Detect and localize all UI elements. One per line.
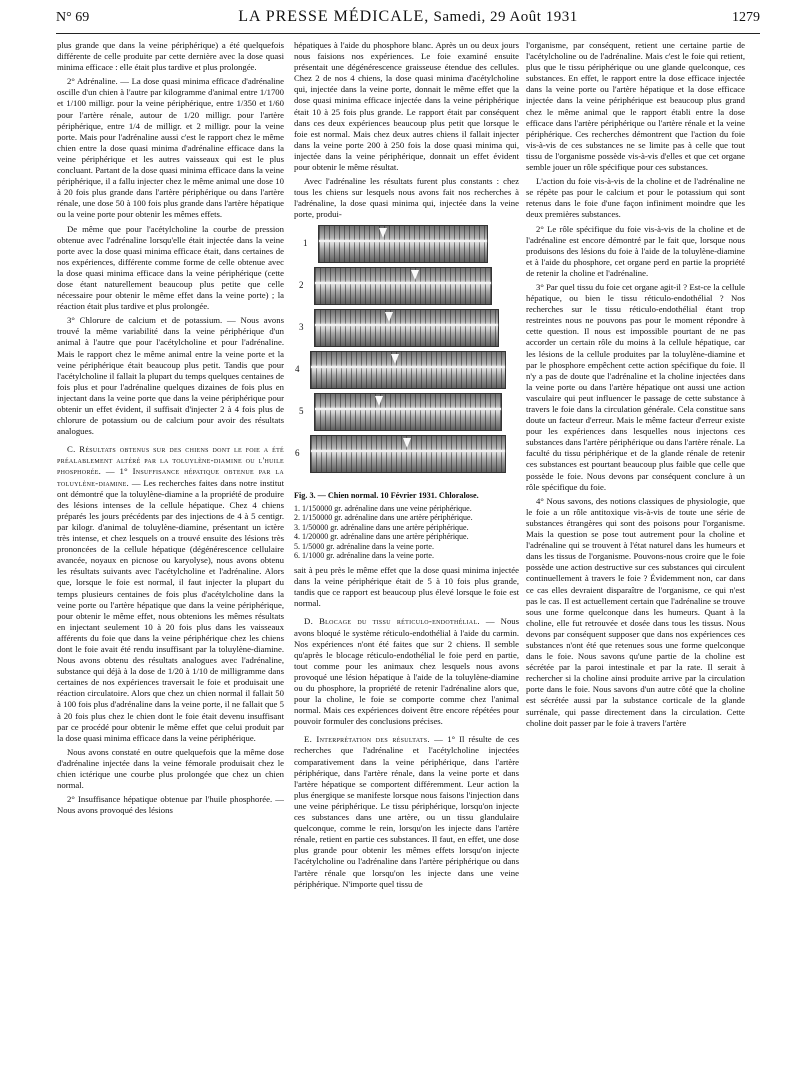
paragraph: L'action du foie vis-à-vis de la choline et de l'adrénaline ne se répète pas pour le calcium et pour le potassium qui sont retenus dans le foie d'une façon infiniment moindre que les deux premières substances.: [526, 176, 745, 220]
legend-item: 2. 1/150000 gr. adrénaline dans une artère périphérique.: [294, 513, 473, 523]
strip-number: 4: [295, 363, 300, 374]
column-middle: [294, 40, 519, 1040]
column-left: [57, 40, 284, 1040]
publication-name: LA PRESSE MÉDICALE,: [238, 8, 430, 25]
figure-legend: [294, 504, 519, 562]
strip-number: 3: [299, 321, 304, 332]
page-number: 1279: [732, 10, 760, 25]
paragraph: Avec l'adrénaline les résultats furent plus constants : chez tous les chiens sur lesquels nous avons fait nos recherches à l'adrénaline, la dose quasi minima qui, injectée dans la veine porte, produi-: [294, 176, 519, 220]
paragraph: 2° Adrénaline. — La dose quasi minima efficace d'adrénaline oscille d'un chien à l'autre par kilogramme d'animal entre 1/1700 et 1/100 milligr. pour la veine périphérique, entre 1/350 et 1/60 pour l'artère rénale, autour de 1/20 milligr. pour l'artère périphérique, entre 1/4 de milligr. et 2 milligr. pour la veine porte. Mais pour l'adrénaline aussi c'est le rapport chez le même chien entre la dose quasi minima d'adrénaline efficace dans la veine périphérique et les autres vaisseaux qui est le plus concluant. Partant de la dose quasi minima efficace dans la veine périphérique, il a fallu injecter chez le même animal une dose 10 à 20 fois plus grande dans l'artère périphérique ou dans l'artère rénale, une dose 50 à 100 fois plus grande dans l'artère hépatique ou la veine porte pour obtenir les mêmes effets.: [57, 76, 284, 220]
strip-number: 1: [303, 237, 308, 248]
paragraph: Nous avons constaté en outre quelquefois que la même dose d'adrénaline injectée dans la veine fémorale produisait chez le chien ictérique une courbe plus prolongée que chez un chien normal.: [57, 746, 284, 791]
column-right: [526, 40, 745, 1040]
tracing-strip-1: [303, 225, 488, 263]
paragraph: 3° Chlorure de calcium et de potassium. — Nous avons trouvé la même variabilité dans la veine périphérique d'un animal à l'autre que pour l'acétylcholine et pour l'adrénaline. Mais le rapport chez le même animal entre la veine porte et la veine périphérique était beaucoup plus petit. Tandis que pour l'acétylcholine il fallait la plupart du temps quelques centaines de fois plus et pour l'adrénaline quelques dizaines de fois plus en injectant dans la veine porte que dans la veine périphérique pour obtenir un effet évident, il suffisait d'injecter 2 à 4 fois plus de chlorure de potassium ou de calcium pour avoir des résultats analogues.: [57, 315, 284, 437]
paragraph: sait à peu près le même effet que la dose quasi minima injectée dans la veine périphérique était de 5 à 10 fois plus grande, tandis que ce rapport est beaucoup plus élevé lorsque le foie est normal.: [294, 565, 519, 609]
paragraph: De même que pour l'acétylcholine la courbe de pression obtenue avec l'adrénaline lorsqu'elle était injectée dans la veine porte avec la dose quasi minima efficace était, dans certaines de nos expériences, différente comme forme de celle obtenue avec la dose quasi minima efficace dans la veine périphérique (cette dose étant naturellement beaucoup plus petite que celle nécessaire pour obtenir le même effet dans la veine porte) ; la réaction était plus tardive et plus prolongée.: [57, 223, 284, 312]
section-heading: [294, 734, 519, 889]
figure-3: [294, 225, 519, 487]
issue-number: N° 69: [56, 10, 90, 25]
tracing-strip-6: [295, 435, 506, 473]
legend-item: 6. 1/1000 gr. adrénaline dans la veine porte.: [294, 551, 434, 561]
paragraph: 2° Insuffisance hépatique obtenue par l'huile phosphorée. — Nous avons provoqué des lésions: [57, 794, 284, 816]
figure-caption: Fig. 3. — Chien normal. 10 Février 1931. Chloralose.: [294, 490, 479, 500]
strip-number: 5: [299, 405, 304, 416]
legend-item: 3. 1/50000 gr. adrénaline dans une artère périphérique.: [294, 522, 469, 532]
issue-date: Samedi, 29 Août 1931: [433, 9, 578, 25]
paragraph: 1° Il résulte de ces recherches que l'adrénaline et l'acétylcholine injectées comparativement dans la veine périphérique, dans l'artère périphérique, dans l'artère rénale, dans la veine porte et dans l'artère hépatique se comportent différemment. Leur action la plus énergique se manifeste lorsque nous faisons l'injection dans une veine périphérique. Le tissu périphérique, lorsqu'on injecte ces substances dans une artère, ou un tissu glandulaire quelconque, comme le rein, lorsqu'on les injecte dans l'artère rénale, retient en partie ces substances. Il faut, en effet, une dose plus grande pour obtenir les mêmes effets lorsqu'on injecte l'acétylcholine ou l'adrénaline dans l'artère périphérique ou dans l'artère rénale que lorsqu'on les injecte dans une veine périphérique. N'importe quel tissu de: [294, 734, 519, 889]
paragraph: 4° Nous savons, des notions classiques de physiologie, que le foie a un rôle antitoxique vis-à-vis de toute une série de substances étrangères qui sont des poisons pour l'organisme. Mais la question se pose tout autrement pour la choline et l'adrénaline qui se trouvent à l'état naturel dans les humeurs et dans les tissus de l'organisme. Pouvons-nous croire que le foie possède une action destructive sur ces substances qui circulent continuellement à travers le foie ? Évidemment non, car dans ce cas elles devraient disparaître de l'organisme, ce qui n'est pas le cas. Il est actuellement certain que l'adrénaline se trouve sous une forme quelconque dans les humeurs. Quant à la choline, elle fut retrouvée et dosée dans tous les tissus. Nous devons par conséquent supposer que dans nos expériences ces substances n'ont été que retenues sous une forme quelconque dans le foie. Nous savons qu'une partie de la choline est sécrétée par la paroi intestinale et par la rate. Il serait à rechercher si la choline ainsi produite arrive par la circulation porte dans le foie. Nous savons d'un autre côté que la choline est sécrétée aussi par la substance corticale de la glande surrénale, qui passe directement dans la circulation. Cette choline doit passer par le foie à travers l'artère: [526, 495, 745, 728]
section-heading-text: E. Interprétation des résultats. —: [304, 734, 444, 745]
strip-number: 6: [295, 447, 300, 458]
section-heading: [57, 444, 284, 744]
tracing-strip-4: [295, 351, 506, 389]
page-header: [56, 8, 760, 34]
legend-item: 5. 1/5000 gr. adrénaline dans la veine porte.: [294, 541, 434, 551]
strip-number: 2: [299, 279, 304, 290]
tracing-strip-3: [299, 309, 499, 347]
running-title: [116, 8, 700, 26]
legend-item: 1. 1/150000 gr. adrénaline dans une veine périphérique.: [294, 503, 472, 513]
paragraph: Nous avons bloqué le système réticulo-endothélial à l'aide du carmin. Nos expériences n'ont été faites que sur 2 chiens. Il semble qu'après le blocage réticulo-endothélial le foie perd en partie, tout comme pour les animaux chez lesquels nous avons provoqué une lésion hépatique à l'aide de la toluylène-diamine ou du phosphore, la propriété de retenir l'adrénaline alors que, pour la choline, le foie se comporte comme chez l'animal normal. Mais ces expériences doivent être encore répétées pour pouvoir formuler des conclusions précises.: [294, 616, 519, 727]
paragraph: hépatiques à l'aide du phosphore blanc. Après un ou deux jours nous faisions nos expériences. Le foie examiné ensuite présentait une dégénérescence graisseuse étendue des cellules. Chez 2 de nos 4 chiens, la dose quasi minima d'acétylcholine qui, injectée dans la veine porte, donnait le même effet que la dose quasi minima efficace injectée dans la veine périphérique était 10 à 25 fois plus grande. Le rapport était par conséquent dans ces deux expériences beaucoup plus petit que lorsque le foie est normal. Mais chez deux autres chiens il fallait injecter dans la veine porte 200 à 250 fois la dose quasi minima qui, injectée dans la veine périphérique, donnait un effet évident pour obtenir le même résultat.: [294, 40, 519, 173]
section-heading-text: C. Résultats obtenus sur des chiens dont le foie a été préalablement altéré par la toluylène-diamine ou l'huile phosphorée. — 1° Insuffisance hépatique obtenue par la toluylène-diamine.: [57, 444, 284, 488]
tracing-strip-5: [299, 393, 502, 431]
paragraph: plus grande que dans la veine périphérique) a été quelquefois différente de celle produite par cette dernière avec la dose quasi minima efficace : elle était plus tardive et plus prolongée.: [57, 40, 284, 73]
tracing-strip-2: [299, 267, 492, 305]
paragraph: — Les recherches faites dans notre institut ont démontré que la toluylène-diamine a la propriété de produire des lésions intenses de la cellule hépatique. Chez 4 chiens préparés les jours précédents par des injections de 4 à 5 centigr. par kilogr. d'animal de toluylène-diamine, présentant un ictère très intense, et chez lesquels on a trouvé ensuite des lésions très prononcées de la cellule hépatique (dégénérescence cellulaire avancée, noyaux en picnose ou karyolyse), nous avons obtenu les résultats suivants avec l'acétylcholine et l'adrénaline. Alors que, lorsque le foie est normal, il faut injecter la plupart du temps plusieurs centaines de fois plus d'acétylcholine dans la veine porte ou l'artère hépatique que dans la veine périphérique, pour obtenir le même effet, nous obtenions les mêmes résultats en injectant seulement 10 à 20 fois plus dans les vaisseaux afférents du foie que dans la veine périphérique chez les chiens dont le foie avait été rendu insuffisant par la toluylène-diamine. Nous avons obtenu des résultats analogues avec l'adrénaline, substance qui déjà à la dose de 1/20 à 1/10 de milligramme dans certaines de nos expériences traversait le foie et produisait une réaction circulatoire. Alors que chez un chien normal il fallait 50 à 100 fois plus d'adrénaline dans la veine porte, il ne fallait que 5 à 20 fois plus chez le chien dont le foie était devenu insuffisant par ce procédé pour obtenir le même effet que celui produit par la dose quasi minima efficace dans la veine périphérique.: [57, 477, 284, 743]
section-heading-text: D. Blocage du tissu réticulo-endothélial. —: [304, 616, 495, 627]
section-heading: [294, 616, 519, 727]
legend-item: 4. 1/20000 gr. adrénaline dans une artère périphérique.: [294, 532, 469, 542]
paragraph: 2° Le rôle spécifique du foie vis-à-vis de la choline et de l'adrénaline est encore démontré par le fait que, lorsque nous produisons des lésions du foie à l'aide de la toluylène-diamine et à l'aide du phosphore, cet organe perd en partie la propriété de retenir la choline et l'adrénaline.: [526, 223, 745, 278]
paragraph: 3° Par quel tissu du foie cet organe agit-il ? Est-ce la cellule hépatique, ou bien le tissu réticulo-endothélial ? Nos recherches sur le tissu réticulo-endothélial étant trop restreintes nous ne pouvons pas pour le moment répondre à cette question. Il nous est impossible pourtant de ne pas accorder un certain rôle du moins à la cellule hépatique, car les lésions de la cellule produites par la toluylène-diamine et par le phosphore empêchent cette action spécifique du foie. Il n'y a pas de doute que l'adrénaline et la choline injectées dans la veine porte ou dans l'artère hépatique ont aussi une action vasculaire qui peut influencer le passage de cette substance à travers le foie dans la circulation générale. Cela constitue sans doute un facteur d'erreur. Mais le même facteur d'erreur existe pour les expériences dans lesquelles nous injectons ces substances dans l'artère périphérique ou dans l'artère rénale. La faculté du tissu périphérique et de la glande rénale de retenir ces substances est pourtant beaucoup plus faible que celle que possède le foie. Nous devons par conséquent conclure à un rôle spécifique du foie.: [526, 281, 745, 492]
paragraph: l'organisme, par conséquent, retient une certaine partie de l'acétylcholine ou de l'adrénaline. Mais c'est le foie qui retient, plus que le tissu périphérique ou une glande quelconque, ces substances. En effet, le rapport entre la dose efficace injectée dans la veine porte ou l'artère hépatique et la dose efficace injectée dans la veine périphérique est beaucoup plus grand chez le même animal que le rapport établi entre la dose efficace dans l'artère périphérique ou l'artère rénale et la veine périphérique. Ces recherches démontrent que l'action du foie vis-à-vis de ces substances ne se limite pas à celle que tout tissu de l'organisme possède vis-à-vis d'elles et que cet organe semble jouer un rôle spécifique pour ces substances.: [526, 40, 745, 173]
